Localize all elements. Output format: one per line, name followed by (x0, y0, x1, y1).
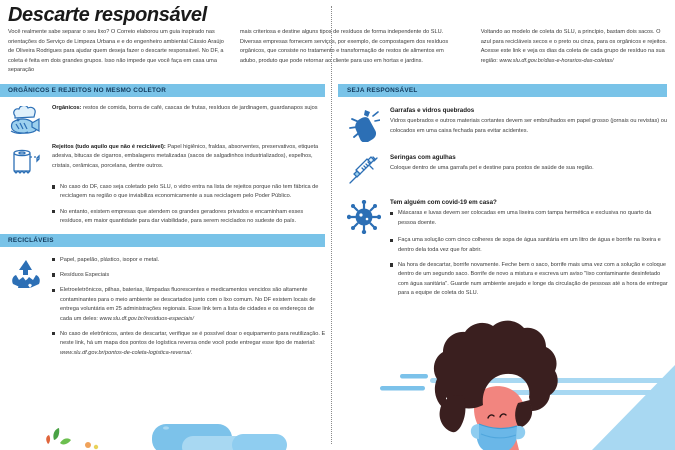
logistica-reversa-link[interactable]: www.slu.df.gov.br/pontos-de-coleta-logistica-reversa/. (60, 349, 193, 356)
organicos-bullets (52, 183, 332, 227)
entry-covid (338, 198, 675, 234)
bullet-vidro-rejeito: No caso do DF, caso seja coletado pelo SLU, o vidro entra na lista de rejeitos porque não tem fábrica de reciclagem na região o que inviabiliza economicamente a sua reciclagem pelo Poder Público. (52, 183, 326, 202)
entry-garrafas-text (390, 106, 675, 136)
section-header-organicos: ORGÂNICOS E REJEITOS NO MESMO COLETOR (0, 84, 325, 97)
entry-garrafas-title: Garrafas e vidros quebrados (390, 107, 475, 114)
residuos-especiais-link[interactable]: www.slu.df.gov.br//residuos-especiais/ (99, 315, 194, 322)
broken-bottle-icon (338, 106, 390, 142)
bullet-solucao-agua-sanitaria: Faça uma solução com cinco colheres de sopa de água sanitária em um litro de água e borrife na lixeira e dentro dela toda vez que for abrir. (390, 236, 669, 255)
entry-seringas-text (390, 153, 675, 174)
entry-rejeitos-text (52, 143, 332, 171)
bullet-eletroeletronicos-text: Eletroeletrônicos, pilhas, baterias, lâmpadas fluorescentes e medicamentos vencidos são altamente contaminantes para o meio ambiente se descartados junto com o lixo comum. No DF existem locais de entrega voluntária em 25 administrações regionais. Esse link tem a lista de cidades e os endereços de cada um deles: (60, 287, 316, 322)
intro-col-1: Você realmente sabe separar o seu lixo? O Correio elaborou um guia inspirado nas orientações do Serviço de Limpeza Urbana e e do engenheiro ambiental Cássio Araújo de Oliveira Rodrigues para ajudar quem deseja fazer o descarte responsável. No DF, a coleta é feita em dois grandes grupos. Isso não impede que você faça em casa uma separação (8, 29, 224, 74)
reciclaveis-bullets (52, 256, 332, 365)
entry-reciclaveis (0, 256, 332, 365)
page-title: Descarte responsável (8, 4, 207, 26)
bullet-eletroeletronicos (52, 286, 326, 324)
bullet-eletronicos-doacao (52, 330, 326, 358)
entry-organicos (0, 104, 332, 136)
syringe-icon (338, 153, 390, 187)
covid-extra-bullets (390, 236, 675, 298)
section-header-reciclaveis: RECICLÁVEIS (0, 234, 325, 247)
section-header-seja-responsavel: SEJA RESPONSÁVEL (338, 84, 667, 97)
intro-col-2: mais criteriosa e destine alguns tipos de resíduos de forma independente do SLU. Diversas empresas fornecem serviços, por exemplo, de compostagem dos resíduos orgânicos, que consiste no tratamento e transformação de restos de alimentos em adubo, produto que pode retornar ao cliente para uso em hortas e jardins. (239, 29, 449, 64)
entry-rejeitos-lead: Rejeitos (tudo aquilo que não é reciclável): (52, 144, 166, 150)
entry-covid-title: Tem alguém com covid-19 em casa? (390, 199, 497, 206)
entry-organicos-body: restos de comida, borra de café, cascas de frutas, resíduos de jardinagem, guardanapos sujos (81, 105, 318, 111)
food-scraps-icon (0, 104, 52, 136)
bullet-mascaras-luvas: Máscaras e luvas devem ser colocadas em uma lixeira com tampa hermética e exclusiva no quarto da pessoa doente. (390, 209, 669, 228)
toilet-paper-icon (0, 143, 52, 177)
recycling-icon (0, 256, 52, 290)
entry-rejeitos-body: Papel higiênico, fraldas, absorventes, preservativos, etiqueta adesiva, bitucas de cigarros, embalagens metalizadas (sacos de salgadinhos industrializados), espelhos, cristais, cerâmicas, porcelana, dentre outros. (52, 144, 319, 169)
intro-block (8, 28, 668, 76)
left-column (0, 84, 332, 364)
virus-icon (338, 198, 390, 234)
entry-garrafas (338, 106, 675, 142)
entry-rejeitos (0, 143, 332, 177)
entry-seringas-body: Coloque dentro de uma garrafa pet e destine para postos de saúde de sua região. (390, 165, 594, 172)
bullet-eletronicos-doacao-text: No caso de eletrônicos, antes de descartar, verifique se é possível doar o equipamento para reutilização. E neste link, há um mapa dos pontos de logística reversa onde você pode entregar esse tipo de material: (60, 330, 326, 347)
bullet-grandes-geradores: No entanto, existem empresas que atendem os grandes geradores privados e encaminham esses resíduos, em maior quantidade para dar viabilidade, para serem reciclados no sudeste do país. (52, 208, 326, 227)
entry-organicos-text (52, 104, 332, 113)
intro-col-3-text: Voltando ao modelo de coleta do SLU, a princípio, bastam dois sacos. O azul para recicláveis secos e o preto ou cinza, para os orgânicos e rejeitos. Acesse este link e veja os dias da coleta de cada grupo de resíduo na sua região: (480, 29, 667, 64)
intro-col-3 (469, 28, 668, 76)
entry-seringas (338, 153, 675, 187)
entry-garrafas-body: Vidros quebrados e outros materiais cortantes devem ser embrulhados em papel grosso (jornais ou revistas) ou colocados em uma caixa fechada para evitar acidentes. (390, 118, 667, 134)
entry-seringas-title: Seringas com agulhas (390, 154, 456, 161)
bullet-hora-descartar: Na hora de descartar, borrife novamente. Feche bem o saco, borrife mais uma vez com a solução e coloque dentro de um segundo saco. Borrife de novo a mistura e escreva um aviso "lixo contaminante desinfetado com água sanitária". Guarde num ambiente arejado e longe da circulação de pessoas até a hora de entregar para a equipe de coleta do SLU. (390, 261, 669, 299)
bullet-papel-plastico: Papel, papelão, plástico, isopor e metal. (52, 256, 326, 265)
bullet-residuos-especiais: Resíduos Especiais (52, 271, 326, 280)
entry-covid-text (390, 198, 675, 234)
entry-organicos-lead: Orgânicos: (52, 105, 82, 111)
right-column (338, 84, 675, 305)
slu-collection-link[interactable]: www.slu.df.gov.br/dias-e-horarios-das-coletas/ (499, 57, 614, 64)
